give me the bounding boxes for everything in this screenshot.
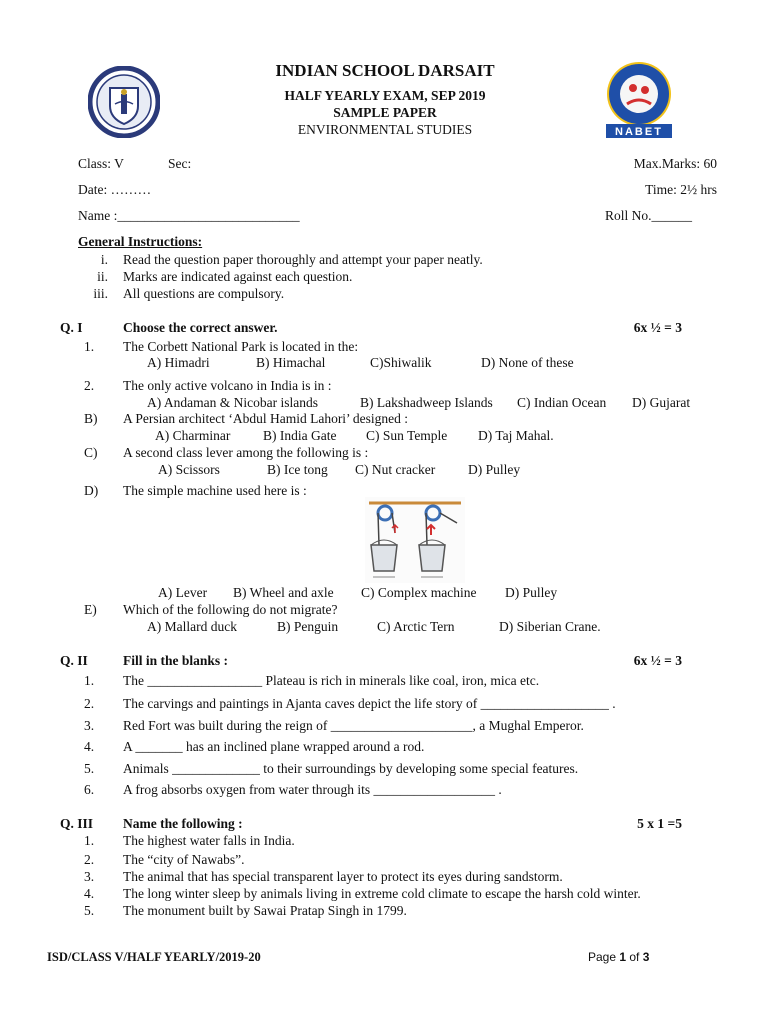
item-num: 2.	[84, 378, 95, 393]
item-text: The long winter sleep by animals living in extreme cold climate to escape the harsh cold winter.	[123, 886, 641, 901]
item-num: 3.	[84, 718, 95, 733]
option: B) Wheel and axle	[233, 585, 334, 600]
question-title: Name the following :	[123, 816, 243, 831]
item-num: C)	[84, 445, 98, 460]
option: A) Scissors	[158, 462, 220, 477]
item-text: The Corbett National Park is located in the:	[123, 339, 359, 354]
question-label: Q. I	[60, 320, 83, 335]
exam-title: HALF YEARLY EXAM, SEP 2019	[284, 88, 486, 103]
item-text: A _______ has an inclined plane wrapped around a rod.	[123, 739, 425, 754]
item-text: The only active volcano in India is in :	[123, 378, 332, 393]
item-num: 4.	[84, 739, 95, 754]
option: D) Taj Mahal.	[478, 428, 554, 443]
option: B) Lakshadweep Islands	[360, 395, 493, 410]
paper-type: SAMPLE PAPER	[333, 105, 437, 120]
item-num: 1.	[84, 339, 95, 354]
max-marks: Max.Marks: 60	[633, 156, 717, 171]
item-num: 2.	[84, 852, 95, 867]
option: D) None of these	[481, 355, 574, 370]
item-text: The monument built by Sawai Pratap Singh in 1799.	[123, 903, 407, 918]
roll-field: Roll No.______	[604, 208, 692, 223]
page-of: of	[626, 950, 643, 964]
option: C)Shiwalik	[370, 355, 432, 370]
instruction-text: Read the question paper thoroughly and attempt your paper neatly.	[123, 252, 483, 267]
option: A) Charminar	[155, 428, 231, 443]
item-num: 6.	[84, 782, 95, 797]
item-num: 4.	[84, 886, 95, 901]
item-num: 1.	[84, 833, 95, 848]
item-text: A frog absorbs oxygen from water through its __________________ .	[123, 782, 502, 797]
page-prefix: Page	[588, 950, 620, 964]
item-text: The simple machine used here is :	[123, 483, 307, 498]
item-text: Animals _____________ to their surroundings by developing some special features.	[123, 761, 579, 776]
instruction-text: All questions are compulsory.	[123, 286, 285, 301]
option: C) Arctic Tern	[377, 619, 455, 634]
question-marks: 6x ½ = 3	[633, 320, 682, 335]
item-num: E)	[84, 602, 97, 617]
option: A) Himadri	[147, 355, 210, 370]
page-number	[588, 950, 649, 964]
instructions-title: General Instructions:	[78, 234, 203, 249]
question-label: Q. III	[60, 816, 94, 831]
option: A) Mallard duck	[147, 619, 237, 634]
option: C) Indian Ocean	[517, 395, 607, 410]
instruction-num: iii.	[93, 286, 108, 301]
item-num: 5.	[84, 761, 95, 776]
name-field: Name :___________________________	[78, 208, 300, 223]
item-text: The _________________ Plateau is rich in minerals like coal, iron, mica etc.	[123, 673, 540, 688]
option: B) Himachal	[256, 355, 326, 370]
option: A) Lever	[158, 585, 208, 600]
section-field: Sec:	[168, 156, 192, 171]
item-text: The “city of Nawabs”.	[123, 852, 245, 867]
item-num: 5.	[84, 903, 95, 918]
option: D) Siberian Crane.	[499, 619, 601, 634]
subject: ENVIRONMENTAL STUDIES	[297, 122, 473, 137]
item-text: A Persian architect ‘Abdul Hamid Lahori’ designed :	[123, 411, 409, 426]
item-num: D)	[84, 483, 99, 498]
instruction-num: ii.	[97, 269, 108, 284]
instruction-num: i.	[100, 252, 108, 267]
item-text: Red Fort was built during the reign of _____________________, a Mughal Emperor.	[123, 718, 584, 733]
question-title: Choose the correct answer.	[123, 320, 278, 335]
option: C) Nut cracker	[355, 462, 436, 477]
item-num: B)	[84, 411, 98, 426]
item-text: Which of the following do not migrate?	[123, 602, 338, 617]
item-num: 2.	[84, 696, 95, 711]
option: B) Ice tong	[267, 462, 328, 477]
class-field: Class: V	[78, 156, 124, 171]
option: C) Complex machine	[361, 585, 477, 600]
option: B) Penguin	[277, 619, 339, 634]
instruction-text: Marks are indicated against each question.	[123, 269, 353, 284]
item-text: The highest water falls in India.	[123, 833, 295, 848]
option: B) India Gate	[263, 428, 337, 443]
svg-text:NABET: NABET	[615, 126, 663, 138]
option: D) Pulley	[468, 462, 521, 477]
item-num: 1.	[84, 673, 95, 688]
option: C) Sun Temple	[366, 428, 448, 443]
footer-code: ISD/CLASS V/HALF YEARLY/2019-20	[47, 950, 261, 964]
question-marks: 5 x 1 =5	[637, 816, 682, 831]
date-field: Date: ………	[78, 182, 152, 197]
question-title: Fill in the blanks :	[123, 653, 229, 668]
option: A) Andaman & Nicobar islands	[147, 395, 318, 410]
pulley-illustration	[365, 497, 465, 583]
question-label: Q. II	[60, 653, 88, 668]
school-name: INDIAN SCHOOL DARSAIT	[275, 61, 495, 80]
time-field: Time: 2½ hrs	[645, 182, 717, 197]
item-text: The carvings and paintings in Ajanta caves depict the life story of ___________________ .	[123, 696, 616, 711]
page-total: 3	[642, 950, 650, 964]
page-current: 1	[619, 950, 627, 964]
question-marks: 6x ½ = 3	[633, 653, 682, 668]
item-text: The animal that has special transparent layer to protect its eyes during sandstorm.	[123, 869, 563, 884]
option: D) Pulley	[505, 585, 558, 600]
item-num: 3.	[84, 869, 95, 884]
option: D) Gujarat	[632, 395, 691, 410]
item-text: A second class lever among the following is :	[123, 445, 369, 460]
